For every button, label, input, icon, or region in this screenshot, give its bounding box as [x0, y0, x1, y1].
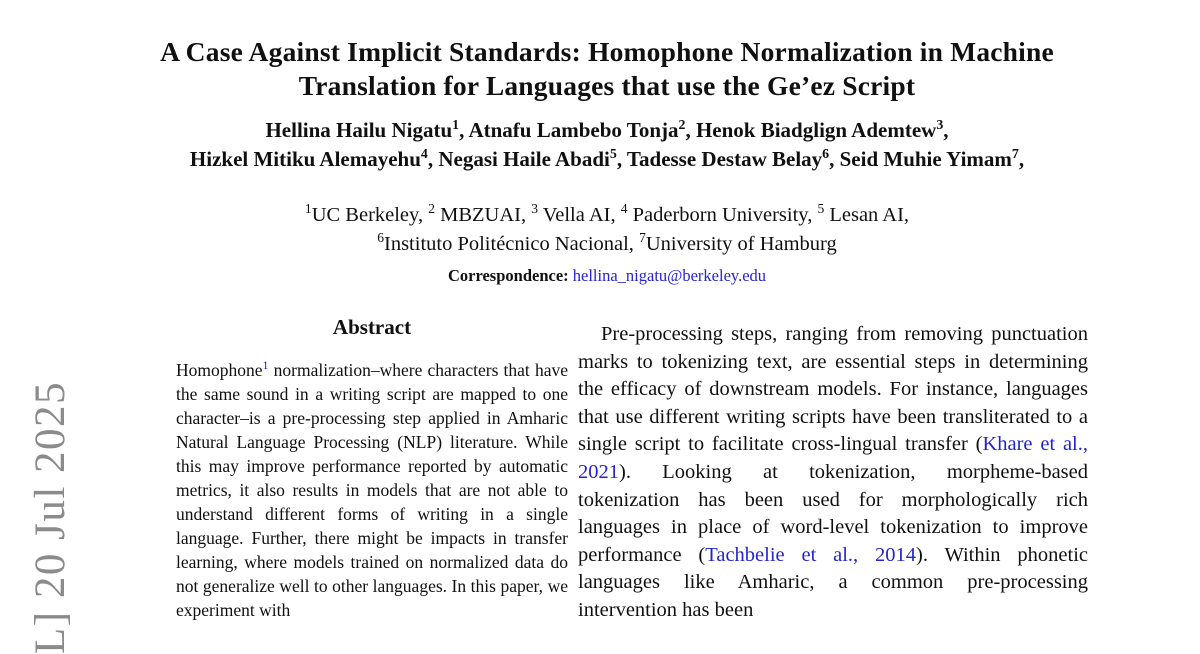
superscript-marker: 3: [531, 201, 538, 217]
citation-link[interactable]: Tachbelie et al., 2014: [705, 543, 917, 566]
abstract-paragraph: [176, 358, 568, 622]
correspondence-label: Correspondence:: [447, 266, 569, 285]
text-run: Lesan AI,: [824, 204, 910, 226]
text-run: , Tadesse Destaw Belay: [616, 147, 823, 171]
text-run: Homophone: [176, 360, 263, 380]
superscript-marker: 4: [620, 201, 628, 217]
text-run: ,: [943, 118, 949, 142]
paper-header: [7, 0, 1200, 286]
text-run: ). Within phonetic languages like Amharic, a common pre-processing intervention has been: [578, 543, 1088, 621]
paper-title-line2: Translation for Languages that use the Ge’ez Script: [298, 70, 916, 101]
intro-paragraph: [578, 321, 1088, 625]
citation-link[interactable]: Khare et al., 2021: [578, 433, 1089, 483]
affiliation-line-2: [7, 230, 1200, 259]
text-run: University of Hamburg: [645, 233, 837, 255]
author-line-1: [7, 116, 1200, 145]
abstract-heading: Abstract: [332, 315, 412, 339]
arxiv-stamp: L] 20 Jul 2025: [27, 380, 74, 654]
text-run: UC Berkeley,: [311, 204, 429, 226]
intro-column: [578, 321, 1088, 625]
superscript-marker: 1: [452, 117, 460, 132]
abstract-column: [176, 315, 568, 622]
text-run: MBZUAI,: [434, 204, 532, 226]
correspondence-email-link[interactable]: hellina_nigatu@berkeley.edu: [572, 266, 767, 285]
superscript-marker: 1: [304, 201, 312, 217]
correspondence-line: [7, 266, 1200, 286]
superscript-marker: 7: [639, 230, 646, 246]
text-run: Hizkel Mitiku Alemayehu: [189, 147, 421, 171]
text-run: Instituto Politécnico Nacional,: [384, 233, 640, 255]
text-run: Hellina Hailu Nigatu: [265, 118, 453, 142]
text-run: Vella AI,: [537, 204, 621, 226]
text-run: Pre-processing steps, ranging from removing punctuation marks to tokenizing text, are essential steps in determining the efficacy of downstream models. For instance, languages that use different writing scripts have been transliterated to a single script to facilitate cross-lingual transfer (: [578, 323, 1088, 456]
superscript-marker: 2: [428, 201, 435, 217]
text-run: ). Looking at tokenization, morpheme-based tokenization has been used for morphologically rich languages in place of word-level tokenization to improve performance (: [578, 460, 1088, 566]
superscript-marker: 4: [420, 146, 428, 161]
superscript-marker: 6: [822, 146, 830, 161]
author-list: [7, 116, 1200, 174]
superscript-marker: 7: [1011, 146, 1019, 161]
author-line-2: [7, 145, 1200, 174]
superscript-marker: 2: [678, 117, 686, 132]
superscript-marker: 3: [936, 117, 944, 132]
text-run: , Atnafu Lambebo Tonja: [459, 118, 679, 142]
superscript-marker: 5: [817, 201, 825, 217]
affiliation-list: [7, 201, 1200, 259]
text-run: , Seid Muhie Yimam: [829, 147, 1012, 171]
paper-title-line1: A Case Against Implicit Standards: Homophone Normalization in Machine: [160, 36, 1054, 67]
affiliation-line-1: [7, 201, 1200, 230]
text-run: ,: [1018, 147, 1025, 171]
text-run: , Negasi Haile Abadi: [427, 147, 610, 171]
paper-title: [7, 35, 1200, 103]
superscript-marker: 6: [377, 230, 384, 246]
text-run: Paderborn University,: [627, 204, 818, 226]
text-run: normalization–where characters that have the same sound in a writing script are mapped to one character–is a pre-processing step applied in Amharic Natural Language Processing (NLP) literature. While this may improve performance reported by automatic metrics, it also results in models that are not able to understand different forms of writing in a single language. Further, there might be impacts in transfer learning, where models trained on normalized data do not generalize well to other languages. In this paper, we experiment with: [176, 360, 568, 620]
text-run: , Henok Biadglign Ademtew: [685, 118, 937, 142]
superscript-marker: 5: [609, 146, 617, 161]
footnote-ref[interactable]: 1: [262, 358, 269, 373]
